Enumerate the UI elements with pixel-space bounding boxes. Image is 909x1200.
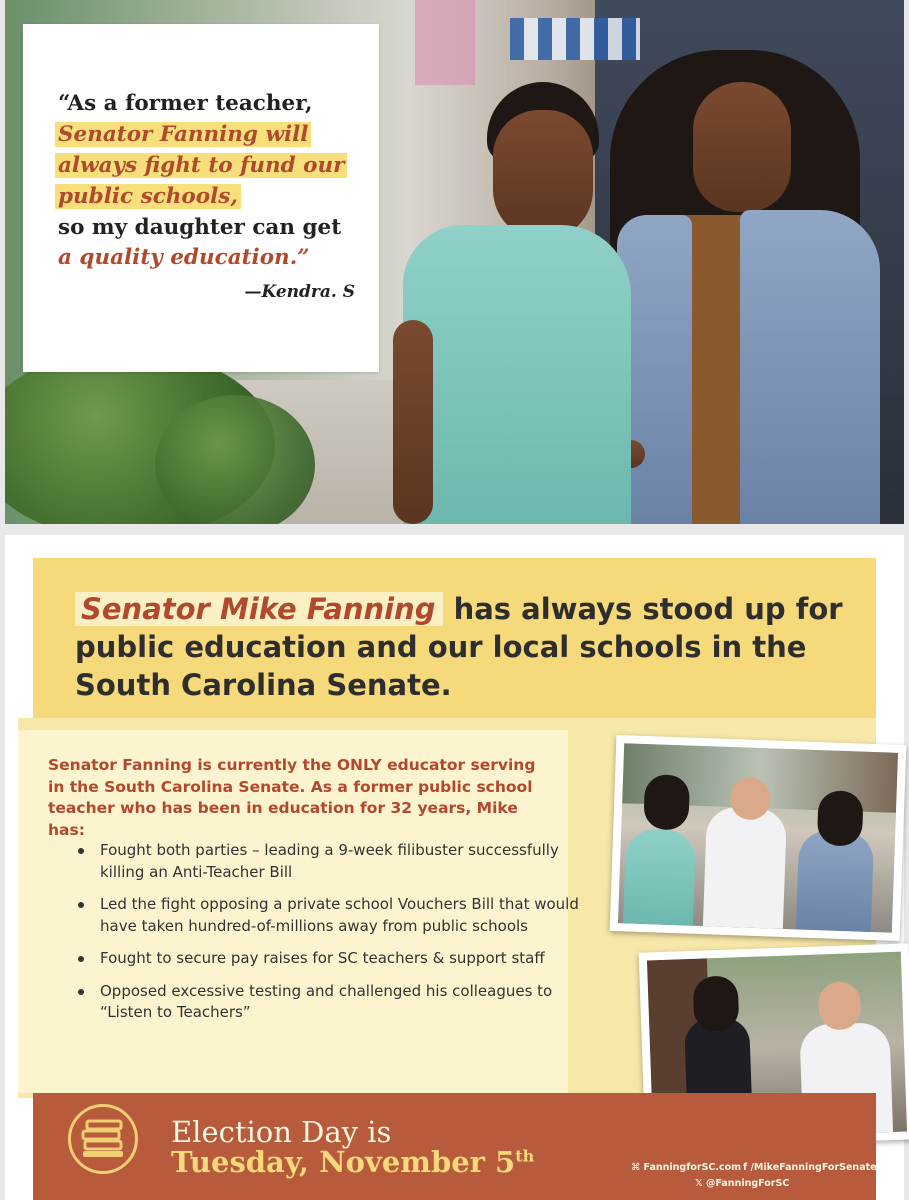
- quote-attribution: —Kendra. S: [244, 282, 355, 302]
- woman-head: [817, 790, 864, 847]
- mother-face: [693, 82, 791, 212]
- election-label: Election Day is: [171, 1115, 392, 1149]
- quote-card: [23, 24, 379, 372]
- banner: [415, 0, 475, 85]
- x-icon: 𝕏: [695, 1178, 706, 1189]
- quote-highlight: always fight to fund our: [55, 153, 347, 178]
- quote-line: “As a former teacher,: [58, 91, 313, 116]
- daughter-polo: [403, 225, 631, 524]
- man-head: [818, 981, 862, 1030]
- accomplishments-list: [48, 840, 600, 1035]
- quote-highlight: public schools,: [55, 184, 241, 209]
- daughter-face: [493, 110, 593, 240]
- record-box: [18, 730, 579, 1093]
- list-item: Opposed excessive testing and challenged his colleagues to “Listen to Teachers”: [100, 981, 600, 1024]
- senator-name: Senator Mike Fanning: [75, 592, 443, 626]
- headline-box: [33, 558, 876, 718]
- woman-head: [693, 975, 740, 1032]
- facebook-link[interactable]: f /MikeFanningForSenate: [743, 1162, 877, 1173]
- list-item: Fought to secure pay raises for SC teachers & support staff: [100, 948, 600, 970]
- shrub-small: [155, 395, 315, 524]
- daughter-arm: [393, 320, 433, 524]
- books-icon: [68, 1104, 138, 1174]
- headline-text: has always stood up for public education and our local schools in the South Carolina Senate.: [75, 592, 843, 702]
- girl-head: [643, 774, 690, 831]
- election-footer: [33, 1093, 876, 1200]
- jacket-right: [740, 210, 880, 524]
- facebook-icon: f: [743, 1162, 751, 1173]
- list-item: Led the fight opposing a private school Vouchers Bill that would have taken hundred-of-millions away from public schools: [100, 894, 600, 937]
- globe-icon: ⌘: [631, 1162, 644, 1173]
- man-shirt: [703, 806, 787, 929]
- quote-line: so my daughter can get: [58, 215, 342, 240]
- headline: [75, 590, 865, 704]
- election-date: Tuesday, November 5th: [171, 1145, 535, 1179]
- x-link[interactable]: 𝕏 @FanningForSC: [695, 1178, 790, 1189]
- quote-line-emphasis: a quality education.”: [58, 245, 310, 270]
- list-item: Fought both parties – leading a 9-week filibuster successfully killing an Anti-Teacher Bill: [100, 840, 600, 883]
- awning: [510, 18, 640, 60]
- girl-shirt: [623, 828, 696, 925]
- photo-with-family: [610, 735, 907, 941]
- quote-highlight: Senator Fanning will: [55, 122, 311, 147]
- intro-text: Senator Fanning is currently the ONLY educator serving in the South Carolina Senate. As a former public school teacher who has been in education for 32 years, Mike has:: [48, 756, 536, 839]
- website-link[interactable]: ⌘ FanningforSC.com: [631, 1162, 742, 1173]
